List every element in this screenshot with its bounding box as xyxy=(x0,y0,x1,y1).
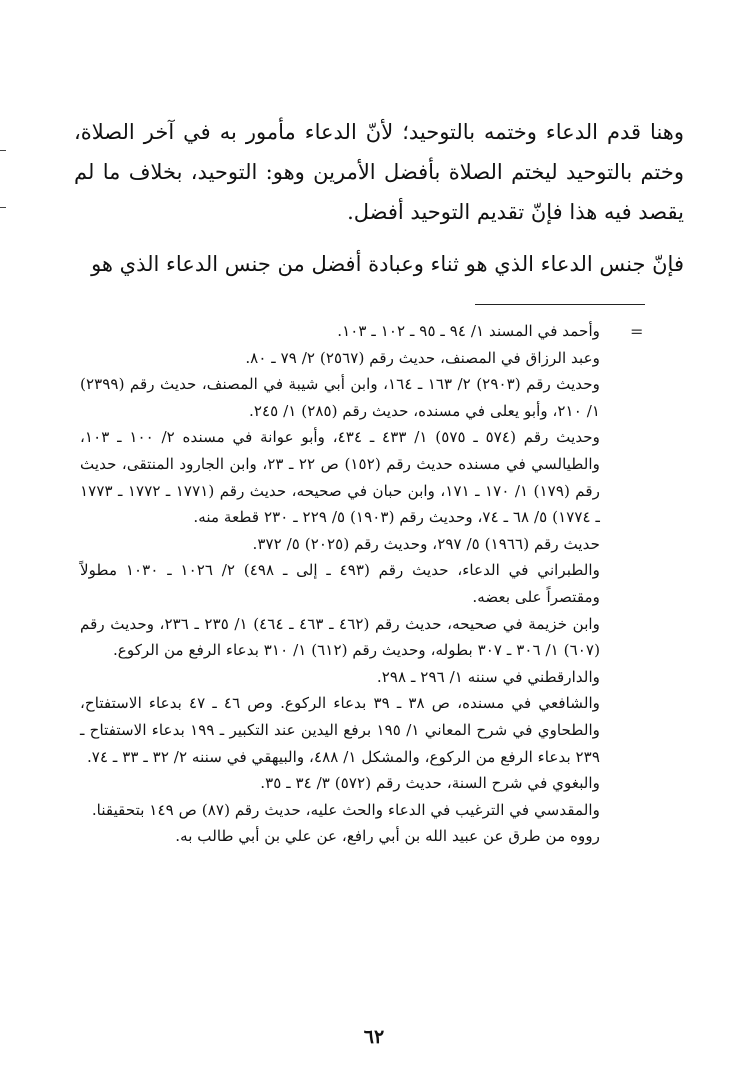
footnote-line: والشافعي في مسنده، ص ٣٨ ـ ٣٩ بدعاء الركوع. وص ٤٦ ـ ٤٧ بدعاء الاستفتاح، والطحاوي في شرح المعاني ١/ ١٩٥ برفع اليدين عند التكبير ـ ١٩٩ بدعاء الاستفتاح ـ ٢٣٩ بدعاء الرفع من الركوع، والمشكل ١/ ٤٨٨، والبيهقي في سننه ٢/ ٣٢ ـ ٣٣ ـ ٧٤. xyxy=(80,694,600,766)
footnote-separator xyxy=(475,304,645,305)
footnote-line: والبغوي في شرح السنة، حديث رقم (٥٧٢) ٣/ ٣٤ ـ ٣٥. xyxy=(260,774,600,793)
footnote-line: والدارقطني في سننه ١/ ٢٩٦ ـ ٢٩٨. xyxy=(376,667,600,686)
footnote-line: وحديث رقم (٢٩٠٣) ٢/ ١٦٣ ـ ١٦٤، وابن أبي شيبة في المصنف، حديث رقم (٢٣٩٩) ١/ ٢١٠، وأبو يعلى في مسنده، حديث رقم (٢٨٥) ١/ ٢٤٥. xyxy=(80,375,601,420)
footnote-line: حديث رقم (١٩٦٦) ٥/ ٢٩٧، وحديث رقم (٢٠٢٥) ٥/ ٣٧٢. xyxy=(252,534,600,553)
footnote-continuation-marker: = xyxy=(630,322,644,341)
footnote-line: والمقدسي في الترغيب في الدعاء والحث عليه، حديث رقم (٨٧) ص ١٤٩ بتحقيقنا. xyxy=(91,800,600,819)
margin-tick xyxy=(0,150,6,151)
main-paragraph: فإنّ جنس الدعاء الذي هو ثناء وعبادة أفضل من جنس الدعاء الذي هو xyxy=(91,252,684,276)
footnote-line: وابن خزيمة في صحيحه، حديث رقم (٤٦٢ ـ ٤٦٣ ـ ٤٦٤) ١/ ٢٣٥ ـ ٢٣٦، وحديث رقم (٦٠٧) ١/ ٣٠٦ ـ ٣٠٧ بطوله، وحديث رقم (٦١٢) ١/ ٣١٠ بدعاء الرفع من الركوع. xyxy=(80,614,600,660)
footnote-line: وعبد الرزاق في المصنف، حديث رقم (٢٥٦٧) ٢/ ٧٩ ـ ٨٠. xyxy=(245,348,600,367)
footnote-line: والطبراني في الدعاء، حديث رقم (٤٩٣ ـ إلى ـ ٤٩٨) ٢/ ١٠٢٦ ـ ١٠٣٠ مطولاً ومقتصراً على بعضه. xyxy=(80,561,600,606)
main-paragraph: وهنا قدم الدعاء وختمه بالتوحيد؛ لأنّ الدعاء مأمور به في آخر الصلاة، وختم بالتوحيد ليختم الصلاة بأفضل الأمرين وهو: التوحيد، بخلاف ما لم يقصد فيه هذا فإنّ تقديم التوحيد أفضل. xyxy=(74,120,684,224)
footnote-line: رووه من طرق عن عبيد الله بن أبي رافع، عن علي بن أبي طالب به. xyxy=(175,827,600,846)
main-text xyxy=(74,112,684,284)
page-number: ٦٢ xyxy=(363,1026,385,1048)
footnote-line: وأحمد في المسند ١/ ٩٤ ـ ٩٥ ـ ١٠٢ ـ ١٠٣. xyxy=(337,322,600,340)
footnote-line: وحديث رقم (٥٧٤ ـ ٥٧٥) ١/ ٤٣٣ ـ ٤٣٤، وأبو عوانة في مسنده ٢/ ١٠٠ ـ ١٠٣، والطيالسي في مسنده حديث رقم (١٥٢) ص ٢٢ ـ ٢٣، وابن الجارود المنتقى، حديث رقم (١٧٩) ١/ ١٧٠ ـ ١٧١، وابن حبان في صحيحه، حديث رقم (١٧٧١ ـ ١٧٧٢ ـ ١٧٧٣ ـ ١٧٧٤) ٥/ ٦٨ ـ ٧٤، وحديث رقم (١٩٠٣) ٥/ ٢٢٩ ـ ٢٣٠ قطعة منه. xyxy=(80,428,601,527)
margin-tick xyxy=(0,207,6,208)
footnotes xyxy=(80,318,620,850)
